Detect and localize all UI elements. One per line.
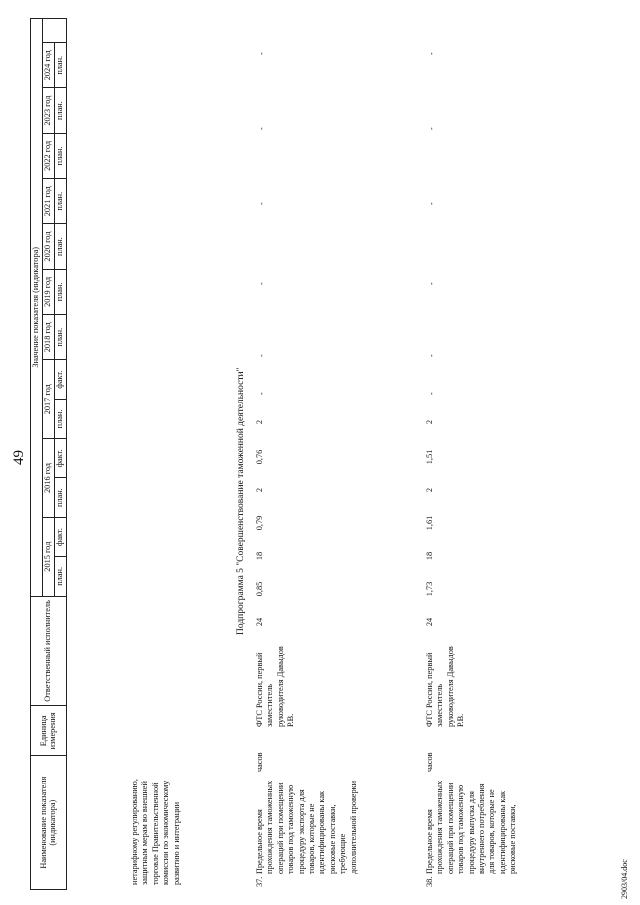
header-plan: план. xyxy=(55,315,67,360)
header-fact: факт. xyxy=(55,517,67,556)
header-fact: факт. xyxy=(55,360,67,399)
header-year-2016: 2016 год xyxy=(43,439,55,518)
value-2016-fact: 1,61 xyxy=(425,515,434,531)
header-responsible: Ответственный исполнитель xyxy=(31,596,67,706)
header-plan: план. xyxy=(55,179,67,224)
responsible-value: ФТС России, первый заместитель руководителя Давыдов Р.В. xyxy=(255,646,296,727)
dash-2020: - xyxy=(427,354,436,357)
header-plan: план. xyxy=(55,88,67,133)
dash-2024: - xyxy=(427,52,436,55)
header-plan: план. xyxy=(55,478,67,517)
header-plan: план. xyxy=(55,43,67,88)
row-number: 38. xyxy=(425,876,434,887)
dash-2021: - xyxy=(257,282,266,285)
dash-2024: - xyxy=(257,52,266,55)
unit-value: часов xyxy=(255,752,264,772)
dash-2019: - xyxy=(257,392,266,395)
dash-2022: - xyxy=(257,202,266,205)
responsible-value: ФТС России, первый заместитель руководителя Давыдов Р.В. xyxy=(425,646,466,727)
dash-2022: - xyxy=(427,202,436,205)
table-row xyxy=(425,775,519,887)
header-empty xyxy=(43,19,67,43)
header-plan: план. xyxy=(55,133,67,178)
value-2016-fact: 0,79 xyxy=(255,515,264,531)
header-year-2018: 2018 год xyxy=(43,315,55,360)
header-fact: факт. xyxy=(55,439,67,478)
header-year-2017: 2017 год xyxy=(43,360,55,439)
dash-2020: - xyxy=(257,354,266,357)
header-year-2020: 2020 год xyxy=(43,224,55,269)
value-2015-plan: 24 xyxy=(255,617,264,627)
value-2017-plan: 2 xyxy=(425,487,434,493)
dash-2023: - xyxy=(427,127,436,130)
value-2016-plan: 18 xyxy=(425,551,434,561)
dash-2019: - xyxy=(427,392,436,395)
value-2015-fact: 0,85 xyxy=(255,581,264,597)
header-indicator-name: Наименование показателя (индикатора) xyxy=(31,756,67,890)
value-2017-fact: 0,76 xyxy=(255,449,264,465)
continuation-text: нетарифному регулированию, защитным мерам во внешней торговле Правительственной комиссии по экономическому развитию и интеграции xyxy=(130,779,181,885)
value-2017-plan: 2 xyxy=(255,487,264,493)
header-year-2024: 2024 год xyxy=(43,43,55,88)
header-year-2015: 2015 год xyxy=(43,517,55,596)
document-code: 2903/04.doc xyxy=(620,859,629,899)
unit-value: часов xyxy=(425,752,434,772)
header-year-2019: 2019 год xyxy=(43,269,55,314)
header-year-2021: 2021 год xyxy=(43,179,55,224)
value-2017-fact: 1,51 xyxy=(425,449,434,465)
page-number: 49 xyxy=(11,450,27,465)
header-plan: план. xyxy=(55,269,67,314)
header-plan: план. xyxy=(55,557,67,596)
header-plan: план. xyxy=(55,224,67,269)
header-year-2022: 2022 год xyxy=(43,133,55,178)
value-2018-plan: 2 xyxy=(425,419,434,425)
subprogram-title: Подпрограмма 5 "Совершенствование таможенной деятельности" xyxy=(236,367,246,635)
header-plan: план. xyxy=(55,399,67,438)
indicator-name: Предельное время прохождения таможенных операций при помещении товаров под таможенную процедуру выпуска для внутреннего потребления для товаров, которые не идентифицированы как рисковые поставки, xyxy=(425,780,518,874)
header-unit: Единица измерения xyxy=(31,706,67,756)
indicator-name: Предельное время прохождения таможенных операций при помещении товаров под таможенную процедуру экспорта для товаров, которые не идентифицированы как рисковые поставки, требующие дополнительной проверки xyxy=(255,780,358,874)
row-number: 37. xyxy=(255,876,264,887)
dash-2023: - xyxy=(257,127,266,130)
table-row xyxy=(255,775,359,887)
value-2016-plan: 18 xyxy=(255,551,264,561)
header-year-2023: 2023 год xyxy=(43,88,55,133)
value-2015-fact: 1,73 xyxy=(425,581,434,597)
header-values-title: Значение показателя (индикатора) xyxy=(31,19,43,597)
value-2015-plan: 24 xyxy=(425,617,434,627)
dash-2021: - xyxy=(427,282,436,285)
table-header xyxy=(30,18,67,890)
value-2018-plan: 2 xyxy=(255,419,264,425)
